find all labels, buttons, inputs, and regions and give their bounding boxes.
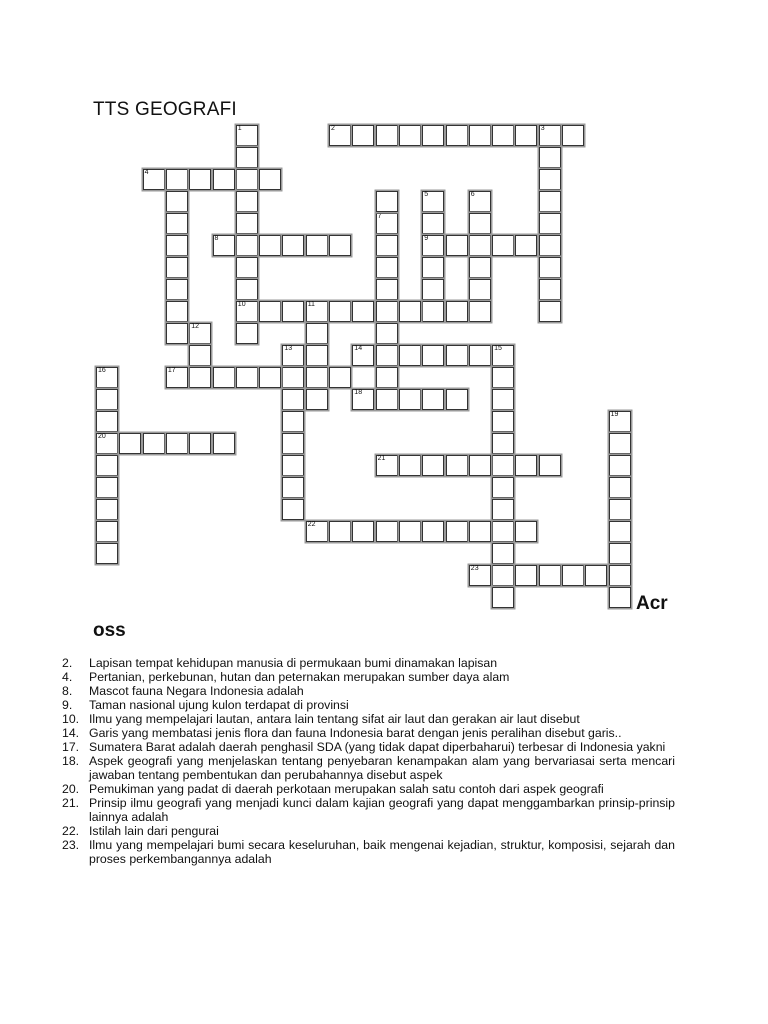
crossword-cell[interactable] (259, 367, 281, 388)
clue-number: 5 (424, 191, 429, 198)
crossword-cell[interactable] (422, 213, 444, 234)
clue-number: 18 (354, 389, 363, 396)
crossword-cell[interactable] (236, 235, 258, 256)
crossword-cell[interactable] (189, 433, 211, 454)
clue-item (62, 726, 675, 740)
crossword-cell[interactable] (376, 389, 398, 410)
crossword-cell[interactable] (166, 257, 188, 278)
crossword-cell[interactable] (422, 257, 444, 278)
crossword-cell[interactable] (213, 433, 235, 454)
clue-number: 8 (214, 235, 219, 242)
crossword-cell[interactable] (492, 411, 514, 432)
crossword-cell[interactable] (422, 301, 444, 322)
clue-text: Sumatera Barat adalah daerah penghasil SDA (yang tidak dapat diperbaharui) terbesar di Indonesia yakni (89, 740, 666, 754)
crossword-cell[interactable] (422, 345, 444, 366)
crossword-cell[interactable] (376, 213, 398, 234)
crossword-cell[interactable] (236, 147, 258, 168)
crossword-cell[interactable] (306, 301, 328, 322)
crossword-cell[interactable] (539, 279, 561, 300)
crossword-cell[interactable] (259, 235, 281, 256)
crossword-cell[interactable] (143, 433, 165, 454)
crossword-cell[interactable] (515, 521, 537, 542)
crossword-cell[interactable] (399, 345, 421, 366)
crossword-cell[interactable] (282, 499, 304, 520)
crossword-cell[interactable] (236, 301, 258, 322)
crossword-cell[interactable] (562, 565, 584, 586)
clue-number: 1 (237, 125, 242, 132)
crossword-cell[interactable] (446, 125, 468, 146)
clue-number: 10. (62, 712, 80, 726)
crossword-cell[interactable] (399, 125, 421, 146)
clue-text: Istilah lain dari pengurai (89, 824, 219, 838)
crossword-cell[interactable] (306, 389, 328, 410)
crossword-cell[interactable] (282, 455, 304, 476)
crossword-cell[interactable] (96, 389, 118, 410)
clue-number: 2 (331, 125, 335, 132)
crossword-cell[interactable] (492, 433, 514, 454)
crossword-cell[interactable] (119, 433, 141, 454)
crossword-cell[interactable] (376, 191, 398, 212)
clue-item (62, 656, 675, 670)
crossword-cell[interactable] (259, 301, 281, 322)
crossword-cell[interactable] (609, 521, 631, 542)
crossword-cell[interactable] (515, 125, 537, 146)
crossword-cell[interactable] (282, 433, 304, 454)
clue-text: Mascot fauna Negara Indonesia adalah (89, 684, 304, 698)
across-clue-list (62, 656, 675, 866)
crossword-cell[interactable] (399, 521, 421, 542)
crossword-cell[interactable] (376, 257, 398, 278)
clue-number: 4. (62, 670, 73, 684)
crossword-cell[interactable] (539, 213, 561, 234)
crossword-cell[interactable] (469, 191, 491, 212)
crossword-cell[interactable] (96, 521, 118, 542)
clue-number: 13 (284, 345, 293, 352)
crossword-cell[interactable] (282, 389, 304, 410)
crossword-cell[interactable] (282, 367, 304, 388)
clue-number: 14 (354, 345, 363, 352)
crossword-cell[interactable] (469, 125, 491, 146)
crossword-cell[interactable] (166, 169, 188, 190)
clue-text: Ilmu yang mempelajari bumi secara keseluruhan, baik mengenai kejadian, struktur, komposisi, sejarah dan proses perkembangannya adalah (89, 838, 675, 866)
crossword-cell[interactable] (492, 345, 514, 366)
crossword-cell[interactable] (376, 235, 398, 256)
crossword-cell[interactable] (539, 257, 561, 278)
clue-item (62, 712, 675, 726)
crossword-cell[interactable] (306, 323, 328, 344)
crossword-cell[interactable] (166, 235, 188, 256)
crossword-cell[interactable] (376, 455, 398, 476)
crossword-cell[interactable] (166, 213, 188, 234)
crossword-cell[interactable] (236, 367, 258, 388)
crossword-cell[interactable] (446, 521, 468, 542)
clue-text: Prinsip ilmu geografi yang menjadi kunci dalam kajian geografi yang dapat menggambarkan prinsip-prinsip lainnya adalah (89, 796, 675, 824)
crossword-cell[interactable] (609, 455, 631, 476)
crossword-cell[interactable] (213, 169, 235, 190)
crossword-cell[interactable] (306, 521, 328, 542)
clue-number: 15 (494, 345, 502, 352)
crossword-cell[interactable] (539, 169, 561, 190)
crossword-cell[interactable] (492, 543, 514, 564)
clue-number: 17 (167, 367, 176, 374)
crossword-cell[interactable] (422, 235, 444, 256)
clue-item (62, 796, 675, 824)
crossword-cell[interactable] (469, 565, 491, 586)
crossword-cell[interactable] (236, 323, 258, 344)
crossword-cell[interactable] (282, 477, 304, 498)
crossword-cell[interactable] (376, 125, 398, 146)
clue-number: 14. (62, 726, 80, 740)
crossword-cell[interactable] (492, 477, 514, 498)
clue-number: 7 (377, 213, 382, 220)
crossword-cell[interactable] (562, 125, 584, 146)
crossword-cell[interactable] (376, 367, 398, 388)
crossword-cell[interactable] (422, 521, 444, 542)
crossword-cell[interactable] (166, 279, 188, 300)
clue-text: Aspek geografi yang menjelaskan tentang penyebaran kenampakan alam yang bervariasai serta mencari jawaban tentang pembentukan dan perubahannya disebut aspek (89, 754, 675, 782)
crossword-cell[interactable] (282, 411, 304, 432)
clue-text: Garis yang membatasi jenis flora dan fauna Indonesia barat dengan jenis peralihan disebut garis.. (89, 726, 622, 740)
crossword-cell[interactable] (329, 521, 351, 542)
crossword-cell[interactable] (189, 323, 211, 344)
clue-number: 11 (307, 301, 315, 308)
clue-number: 22 (307, 521, 316, 528)
crossword-cell[interactable] (352, 521, 374, 542)
crossword-cell[interactable] (492, 235, 514, 256)
crossword-cell[interactable] (469, 455, 491, 476)
crossword-cell[interactable] (282, 301, 304, 322)
crossword-cell[interactable] (492, 455, 514, 476)
crossword-cell[interactable] (259, 169, 281, 190)
crossword-cell[interactable] (609, 411, 631, 432)
clue-number: 12 (191, 323, 199, 330)
crossword-cell[interactable] (96, 499, 118, 520)
crossword-cell[interactable] (469, 213, 491, 234)
crossword-cell[interactable] (469, 235, 491, 256)
clue-item (62, 670, 675, 684)
crossword-cell[interactable] (492, 389, 514, 410)
crossword-cell[interactable] (352, 345, 374, 366)
clue-number: 16 (98, 367, 106, 374)
crossword-cell[interactable] (492, 499, 514, 520)
crossword-cell[interactable] (96, 411, 118, 432)
clue-text: Pertanian, perkebunan, hutan dan peternakan merupakan sumber daya alam (89, 670, 510, 684)
crossword-cell[interactable] (96, 433, 118, 454)
clue-number: 3 (540, 125, 545, 132)
crossword-cell[interactable] (609, 477, 631, 498)
clue-number: 19 (610, 411, 619, 418)
crossword-cell[interactable] (236, 191, 258, 212)
crossword-cell[interactable] (329, 367, 351, 388)
crossword-cell[interactable] (609, 587, 631, 608)
crossword-cell[interactable] (446, 389, 468, 410)
clue-item (62, 838, 675, 866)
clue-number: 20 (98, 433, 106, 440)
clue-number: 23. (62, 838, 80, 852)
page-title: TTS GEOGRAFI (93, 99, 237, 120)
crossword-cell[interactable] (236, 213, 258, 234)
crossword-cell[interactable] (492, 521, 514, 542)
crossword-cell[interactable] (469, 345, 491, 366)
clue-number: 10 (237, 301, 246, 308)
crossword-cell[interactable] (492, 587, 514, 608)
crossword-cell[interactable] (609, 565, 631, 586)
crossword-cell[interactable] (189, 169, 211, 190)
clue-item (62, 740, 675, 754)
clue-number: 21. (62, 796, 80, 810)
crossword-cell[interactable] (515, 235, 537, 256)
crossword-cell[interactable] (236, 279, 258, 300)
crossword-cell[interactable] (399, 455, 421, 476)
crossword-cell[interactable] (376, 323, 398, 344)
crossword-cell[interactable] (166, 367, 188, 388)
crossword-cell[interactable] (515, 565, 537, 586)
crossword-cell[interactable] (96, 367, 118, 388)
crossword-cell[interactable] (306, 345, 328, 366)
crossword-cell[interactable] (213, 367, 235, 388)
clue-item (62, 684, 675, 698)
crossword-cell[interactable] (236, 257, 258, 278)
crossword-cell[interactable] (189, 367, 211, 388)
crossword-cell[interactable] (422, 455, 444, 476)
crossword-cell[interactable] (446, 455, 468, 476)
clue-number: 2. (62, 656, 73, 670)
crossword-cell[interactable] (166, 191, 188, 212)
crossword-cell[interactable] (376, 279, 398, 300)
crossword-cell[interactable] (539, 191, 561, 212)
across-heading-part1: Acr (636, 593, 668, 614)
crossword-cell[interactable] (469, 521, 491, 542)
crossword-cell[interactable] (166, 301, 188, 322)
crossword-cell[interactable] (539, 301, 561, 322)
crossword-cell[interactable] (306, 235, 328, 256)
clue-number: 4 (144, 169, 149, 176)
crossword-cell[interactable] (376, 301, 398, 322)
crossword-cell[interactable] (352, 389, 374, 410)
crossword-cell[interactable] (422, 389, 444, 410)
clue-text: Lapisan tempat kehidupan manusia di permukaan bumi dinamakan lapisan (89, 656, 498, 670)
crossword-cell[interactable] (143, 169, 165, 190)
crossword-cell[interactable] (446, 345, 468, 366)
crossword-cell[interactable] (352, 301, 374, 322)
clue-text: Taman nasional ujung kulon terdapat di provinsi (89, 698, 349, 712)
crossword-cell[interactable] (422, 125, 444, 146)
crossword-cell[interactable] (609, 433, 631, 454)
clue-text: Ilmu yang mempelajari lautan, antara lain tentang sifat air laut dan gerakan air laut disebut (89, 712, 580, 726)
crossword-cell[interactable] (96, 455, 118, 476)
clue-number: 8. (62, 684, 73, 698)
crossword-cell[interactable] (422, 191, 444, 212)
crossword-cell[interactable] (469, 257, 491, 278)
clue-number: 9. (62, 698, 73, 712)
crossword-cell[interactable] (376, 345, 398, 366)
crossword-cell[interactable] (492, 125, 514, 146)
clue-number: 17. (62, 740, 80, 754)
crossword-cell[interactable] (352, 125, 374, 146)
crossword-cell[interactable] (469, 279, 491, 300)
clue-number: 21 (377, 455, 386, 462)
crossword-cell[interactable] (166, 323, 188, 344)
crossword-cell[interactable] (96, 543, 118, 564)
crossword-cell[interactable] (539, 565, 561, 586)
clue-number: 20. (62, 782, 80, 796)
crossword-cell[interactable] (539, 235, 561, 256)
crossword-cell[interactable] (585, 565, 607, 586)
clue-number: 18. (62, 754, 80, 768)
clue-text: Pemukiman yang padat di daerah perkotaan merupakan salah satu contoh dari aspek geografi (89, 782, 604, 796)
clue-number: 22. (62, 824, 80, 838)
crossword-cell[interactable] (329, 301, 351, 322)
crossword-cell[interactable] (329, 125, 351, 146)
crossword-cell[interactable] (399, 301, 421, 322)
crossword-cell[interactable] (469, 301, 491, 322)
crossword-cell[interactable] (96, 477, 118, 498)
crossword-cell[interactable] (539, 455, 561, 476)
clue-item (62, 698, 675, 712)
crossword-cell[interactable] (166, 433, 188, 454)
crossword-cell[interactable] (446, 235, 468, 256)
clue-item (62, 824, 675, 838)
crossword-cell[interactable] (189, 345, 211, 366)
clue-number: 9 (424, 235, 429, 242)
crossword-cell[interactable] (539, 147, 561, 168)
crossword-cell[interactable] (329, 235, 351, 256)
crossword-cell[interactable] (539, 125, 561, 146)
clue-item (62, 754, 675, 782)
crossword-cell[interactable] (492, 565, 514, 586)
crossword-cell[interactable] (609, 543, 631, 564)
crossword-cell[interactable] (376, 521, 398, 542)
crossword-cell[interactable] (609, 499, 631, 520)
clue-item (62, 782, 675, 796)
crossword-cell[interactable] (446, 301, 468, 322)
crossword-cell[interactable] (236, 169, 258, 190)
clue-number: 23 (470, 565, 479, 572)
clue-number: 6 (470, 191, 475, 198)
crossword-cell[interactable] (236, 125, 258, 146)
crossword-cell[interactable] (399, 389, 421, 410)
crossword-cell[interactable] (492, 367, 514, 388)
crossword-cell[interactable] (515, 455, 537, 476)
crossword-cell[interactable] (282, 235, 304, 256)
across-heading-part2: oss (93, 620, 126, 641)
crossword-cell[interactable] (306, 367, 328, 388)
crossword-cell[interactable] (282, 345, 304, 366)
crossword-cell[interactable] (213, 235, 235, 256)
crossword-cell[interactable] (422, 279, 444, 300)
